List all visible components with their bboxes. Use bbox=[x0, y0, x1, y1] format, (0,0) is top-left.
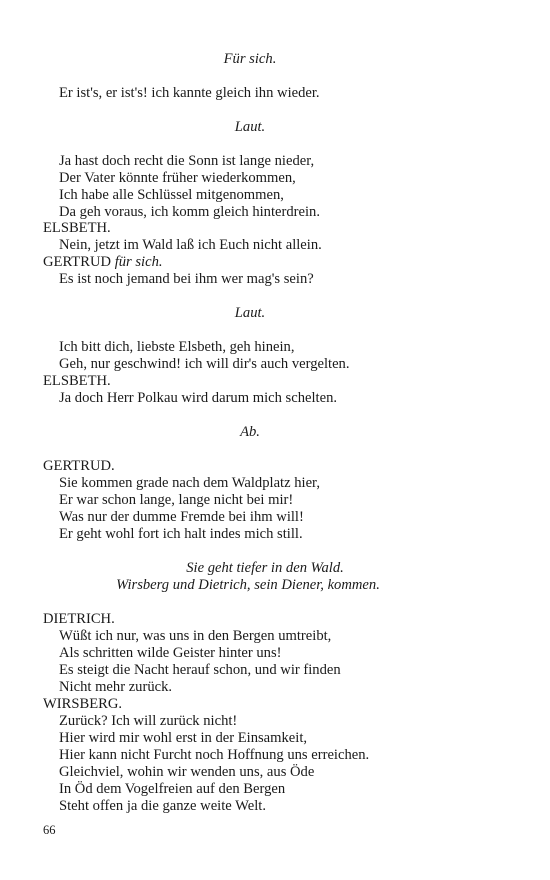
verse-line: Er geht wohl fort ich halt indes mich still. bbox=[59, 526, 303, 542]
verse-line: Es steigt die Nacht herauf schon, und wir finden bbox=[59, 662, 341, 678]
verse-line: Hier kann nicht Furcht noch Hoffnung uns erreichen. bbox=[59, 747, 370, 763]
verse-line: Steht offen ja die ganze weite Welt. bbox=[59, 798, 266, 814]
verse-line: Hier wird mir wohl erst in der Einsamkeit, bbox=[59, 730, 308, 746]
speaker-name: ELSBETH. bbox=[43, 373, 111, 389]
stage-direction: Wirsberg und Dietrich, sein Diener, kommen. bbox=[116, 577, 380, 593]
verse-line: In Öd dem Vogelfreien auf den Bergen bbox=[59, 781, 286, 797]
verse-line: Sie kommen grade nach dem Waldplatz hier, bbox=[59, 475, 320, 491]
stage-direction: Sie geht tiefer in den Wald. bbox=[186, 560, 344, 576]
verse-line: Wüßt ich nur, was uns in den Bergen umtreibt, bbox=[59, 628, 332, 644]
verse-line: Geh, nur geschwind! ich will dir's auch vergelten. bbox=[59, 356, 350, 372]
verse-line: Er ist's, er ist's! ich kannte gleich ihn wieder. bbox=[59, 85, 320, 101]
verse-line: Da geh voraus, ich komm gleich hinterdrein. bbox=[59, 204, 320, 220]
verse-line: Zurück? Ich will zurück nicht! bbox=[59, 713, 238, 729]
verse-line: Was nur der dumme Fremde bei ihm will! bbox=[59, 509, 304, 525]
verse-line: Ja doch Herr Polkau wird darum mich schelten. bbox=[59, 390, 338, 406]
verse-line: Ich bitt dich, liebste Elsbeth, geh hinein, bbox=[59, 339, 295, 355]
speaker-with-aside bbox=[43, 254, 163, 271]
verse-line: Nein, jetzt im Wald laß ich Euch nicht allein. bbox=[59, 237, 322, 253]
verse-line: Als schritten wilde Geister hinter uns! bbox=[59, 645, 282, 661]
verse-line: Ja hast doch recht die Sonn ist lange nieder, bbox=[59, 153, 315, 169]
speaker-aside: für sich. bbox=[114, 254, 163, 270]
verse-line: Nicht mehr zurück. bbox=[59, 679, 173, 695]
stage-direction: Für sich. bbox=[223, 51, 277, 67]
verse-line: Gleichviel, wohin wir wenden uns, aus Öde bbox=[59, 764, 315, 780]
stage-direction: Laut. bbox=[234, 119, 266, 135]
page-number: 66 bbox=[43, 823, 56, 837]
verse-line: Der Vater könnte früher wiederkommen, bbox=[59, 170, 296, 186]
stage-direction: Laut. bbox=[234, 305, 266, 321]
speaker-name: GERTRUD. bbox=[43, 458, 115, 474]
verse-line: Er war schon lange, lange nicht bei mir! bbox=[59, 492, 294, 508]
speaker-name: ELSBETH. bbox=[43, 220, 111, 236]
stage-direction: Ab. bbox=[240, 424, 260, 440]
verse-line: Ich habe alle Schlüssel mitgenommen, bbox=[59, 187, 284, 203]
speaker-name: DIETRICH. bbox=[43, 611, 115, 627]
speaker-name: GERTRUD bbox=[43, 254, 112, 270]
verse-line: Es ist noch jemand bei ihm wer mag's sein? bbox=[59, 271, 314, 287]
speaker-name: WIRSBERG. bbox=[43, 696, 123, 712]
